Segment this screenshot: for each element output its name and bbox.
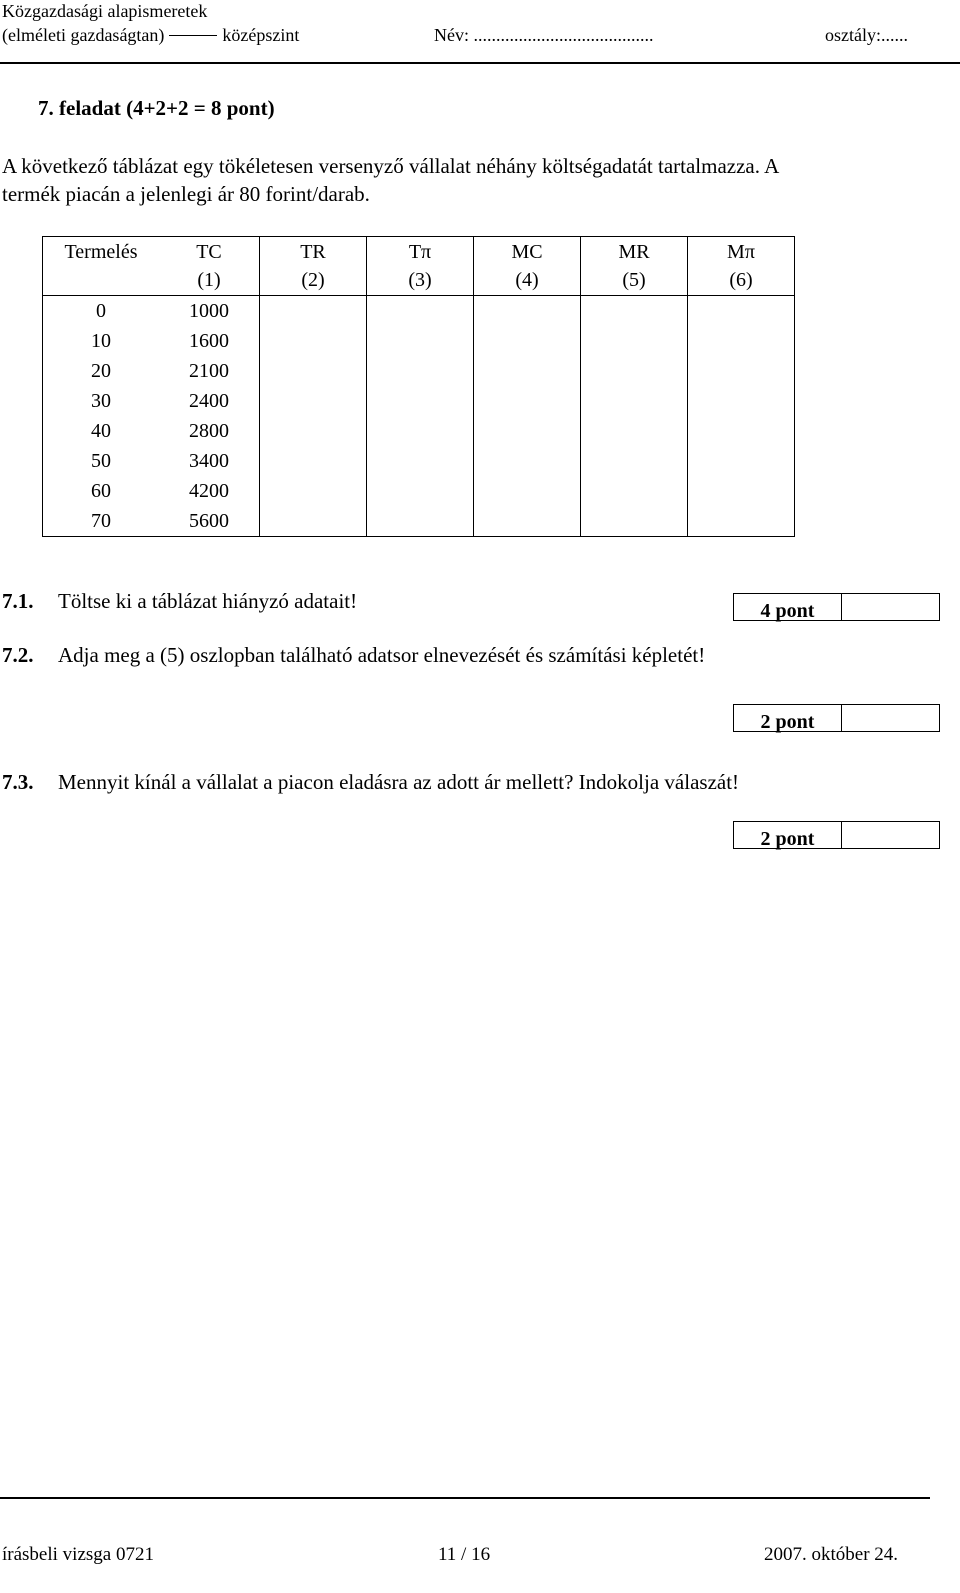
table-row bbox=[43, 446, 795, 476]
empty-cell[interactable] bbox=[688, 326, 795, 356]
empty-cell[interactable] bbox=[474, 356, 581, 386]
tc-cell: 3400 bbox=[159, 446, 260, 476]
empty-cell[interactable] bbox=[688, 416, 795, 446]
empty-cell[interactable] bbox=[367, 416, 474, 446]
empty-cell[interactable] bbox=[688, 356, 795, 386]
quantity-cell: 30 bbox=[43, 386, 160, 416]
score-field[interactable] bbox=[842, 705, 939, 731]
empty-cell[interactable] bbox=[474, 386, 581, 416]
empty-cell[interactable] bbox=[367, 386, 474, 416]
task-title: 7. feladat (4+2+2 = 8 pont) bbox=[38, 96, 275, 120]
quantity-cell: 50 bbox=[43, 446, 160, 476]
table-row bbox=[43, 476, 795, 506]
empty-cell[interactable] bbox=[581, 476, 688, 506]
table-row bbox=[43, 326, 795, 356]
tc-cell: 5600 bbox=[159, 506, 260, 537]
quantity-cell: 60 bbox=[43, 476, 160, 506]
points-label: 2 pont bbox=[734, 705, 842, 731]
empty-cell[interactable] bbox=[260, 446, 367, 476]
class-field: osztály:...... bbox=[825, 25, 908, 45]
question-number: 7.2. bbox=[2, 643, 34, 667]
score-field[interactable] bbox=[842, 594, 939, 620]
empty-cell[interactable] bbox=[474, 476, 581, 506]
empty-cell[interactable] bbox=[581, 326, 688, 356]
empty-cell[interactable] bbox=[581, 386, 688, 416]
empty-cell[interactable] bbox=[367, 326, 474, 356]
quantity-cell: 40 bbox=[43, 416, 160, 446]
points-box-7-3 bbox=[733, 821, 940, 849]
table-row bbox=[43, 356, 795, 386]
empty-cell[interactable] bbox=[260, 476, 367, 506]
empty-cell[interactable] bbox=[688, 296, 795, 327]
empty-cell[interactable] bbox=[581, 356, 688, 386]
empty-cell[interactable] bbox=[260, 326, 367, 356]
subject-subtitle: (elméleti gazdaságtan) bbox=[2, 25, 165, 45]
header-rule bbox=[0, 62, 960, 64]
tc-cell: 1600 bbox=[159, 326, 260, 356]
empty-cell[interactable] bbox=[367, 356, 474, 386]
quantity-cell: 20 bbox=[43, 356, 160, 386]
empty-cell[interactable] bbox=[474, 326, 581, 356]
quantity-cell: 0 bbox=[43, 296, 160, 327]
empty-cell[interactable] bbox=[260, 356, 367, 386]
points-box-7-2 bbox=[733, 704, 940, 732]
footer-exam-code: írásbeli vizsga 0721 bbox=[2, 1544, 154, 1565]
header-cell: Tπ (3) bbox=[367, 237, 474, 296]
empty-cell[interactable] bbox=[474, 296, 581, 327]
footer-page-number: 11 / 16 bbox=[438, 1544, 491, 1565]
table-row bbox=[43, 296, 795, 327]
header-cell: Termelés bbox=[43, 237, 160, 296]
table-row bbox=[43, 506, 795, 537]
header-cell: TR (2) bbox=[260, 237, 367, 296]
cost-table bbox=[42, 236, 795, 537]
empty-cell[interactable] bbox=[367, 446, 474, 476]
empty-cell[interactable] bbox=[260, 506, 367, 537]
empty-cell[interactable] bbox=[688, 446, 795, 476]
quantity-cell: 70 bbox=[43, 506, 160, 537]
question-7-3 bbox=[2, 770, 739, 795]
header-cell: Mπ (6) bbox=[688, 237, 795, 296]
points-label: 2 pont bbox=[734, 822, 842, 848]
tc-cell: 2100 bbox=[159, 356, 260, 386]
question-7-1 bbox=[2, 589, 357, 614]
points-box-7-1 bbox=[733, 593, 940, 621]
question-number: 7.3. bbox=[2, 770, 34, 794]
empty-cell[interactable] bbox=[367, 506, 474, 537]
subject-title: Közgazdasági alapismeretek bbox=[2, 1, 208, 21]
intro-line-1: A következő táblázat egy tökéletesen versenyző vállalat néhány költségadatát tartalmazza. A bbox=[2, 154, 780, 178]
question-7-2 bbox=[2, 643, 705, 668]
empty-cell[interactable] bbox=[581, 506, 688, 537]
empty-cell[interactable] bbox=[474, 416, 581, 446]
empty-cell[interactable] bbox=[474, 446, 581, 476]
question-text: Adja meg a (5) oszlopban található adatsor elnevezését és számítási képletét! bbox=[58, 643, 706, 667]
empty-cell[interactable] bbox=[688, 476, 795, 506]
header-cell: MC (4) bbox=[474, 237, 581, 296]
level-label: középszint bbox=[222, 25, 300, 45]
quantity-cell: 10 bbox=[43, 326, 160, 356]
tc-cell: 1000 bbox=[159, 296, 260, 327]
empty-cell[interactable] bbox=[474, 506, 581, 537]
tc-cell: 2800 bbox=[159, 416, 260, 446]
footer-date: 2007. október 24. bbox=[764, 1544, 899, 1565]
name-field: Név: ........................................ bbox=[434, 25, 654, 45]
empty-cell[interactable] bbox=[260, 296, 367, 327]
score-field[interactable] bbox=[842, 822, 939, 848]
table-header-row bbox=[43, 237, 795, 296]
empty-cell[interactable] bbox=[581, 446, 688, 476]
empty-cell[interactable] bbox=[367, 296, 474, 327]
tc-cell: 4200 bbox=[159, 476, 260, 506]
empty-cell[interactable] bbox=[581, 296, 688, 327]
empty-cell[interactable] bbox=[367, 476, 474, 506]
question-number: 7.1. bbox=[2, 589, 34, 613]
tc-cell: 2400 bbox=[159, 386, 260, 416]
footer-rule bbox=[0, 1497, 930, 1499]
empty-cell[interactable] bbox=[581, 416, 688, 446]
empty-cell[interactable] bbox=[260, 416, 367, 446]
points-label: 4 pont bbox=[734, 594, 842, 620]
question-text: Töltse ki a táblázat hiányzó adatait! bbox=[58, 589, 358, 613]
header-cell: TC (1) bbox=[159, 237, 260, 296]
empty-cell[interactable] bbox=[688, 386, 795, 416]
empty-cell[interactable] bbox=[688, 506, 795, 537]
em-dash bbox=[169, 35, 217, 36]
table-row bbox=[43, 386, 795, 416]
header-cell: MR (5) bbox=[581, 237, 688, 296]
table-row bbox=[43, 416, 795, 446]
empty-cell[interactable] bbox=[260, 386, 367, 416]
subject-level bbox=[2, 24, 299, 46]
intro-line-2: termék piacán a jelenlegi ár 80 forint/darab. bbox=[2, 182, 370, 206]
question-text: Mennyit kínál a vállalat a piacon eladásra az adott ár mellett? Indokolja válaszát! bbox=[58, 770, 740, 794]
